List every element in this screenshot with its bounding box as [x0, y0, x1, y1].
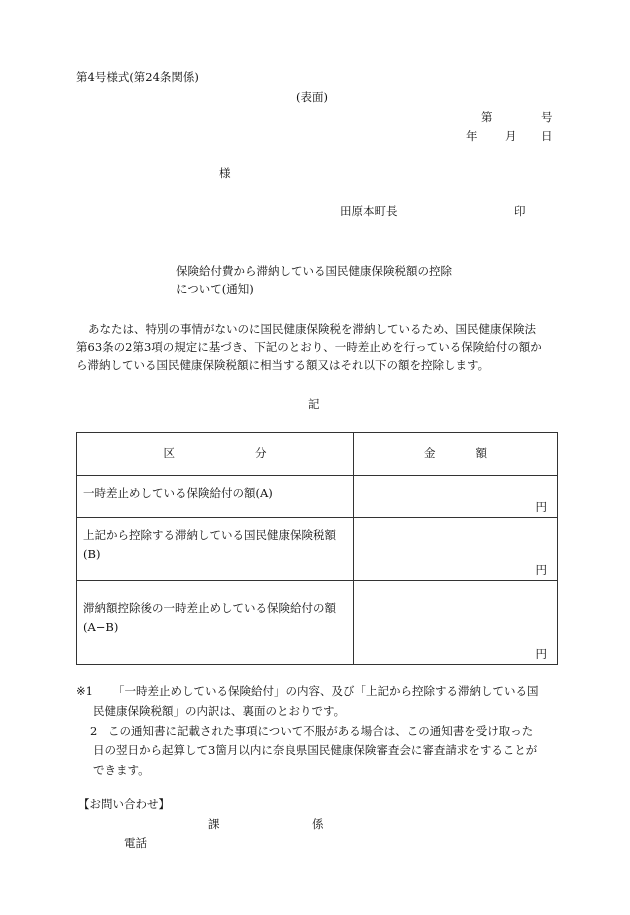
- addressee-honorific: 様: [219, 166, 231, 180]
- note-1-line-2: 民健康保険税額」の内訳は、裏面のとおりです。: [93, 704, 346, 718]
- doc-number-prefix: 第: [481, 110, 493, 124]
- issuer-seal: 印: [514, 204, 526, 218]
- header-amount-char-2: 額: [475, 446, 487, 461]
- header-amount-char-1: 金: [424, 446, 436, 461]
- row-label-a: [77, 476, 354, 518]
- row-a-label: 一時差止めしている保険給付の額(A): [83, 486, 273, 500]
- contact-phone-label: 電話: [124, 836, 147, 850]
- note-2-line-3: できます。: [93, 763, 150, 777]
- yen-unit: 円: [535, 499, 547, 514]
- header-category: [77, 433, 354, 476]
- date-year: 年: [466, 129, 478, 143]
- body-line-1: あなたは、特別の事情がないのに国民健康保険税を滞納しているため、国民健康保険法: [88, 322, 537, 336]
- header-amount: [354, 433, 558, 476]
- row-b-code: (B): [83, 547, 101, 561]
- note-1-mark: ※1: [76, 684, 93, 698]
- contact-unit: 係: [312, 817, 324, 831]
- note-2-line-1: この通知書に記載された事項について不服がある場合は、この通知書を受け取った: [108, 724, 534, 738]
- table-header-row: [77, 433, 558, 476]
- amounts-table: [76, 432, 558, 665]
- subject-line-2: について(通知): [176, 282, 254, 296]
- table-row: [77, 476, 558, 518]
- row-c-code: (A−B): [83, 620, 119, 634]
- yen-unit: 円: [535, 562, 547, 577]
- row-c-label: 滞納額控除後の一時差止めしている保険給付の額: [83, 601, 336, 615]
- contact-section: 課: [208, 817, 220, 831]
- form-number: 第4号様式(第24条関係): [76, 70, 199, 84]
- body-line-2: 第63条の2第3項の規定に基づき、下記のとおり、一時差止めを行っている保険給付の額か: [76, 340, 542, 354]
- amount-field-c[interactable]: [354, 581, 558, 665]
- note-1-line-1: 「一時差止めしている保険給付」の内容、及び「上記から控除する滞納している国: [113, 684, 539, 698]
- table-row: [77, 581, 558, 665]
- row-b-label: 上記から控除する滞納している国民健康保険税額: [83, 528, 336, 542]
- body-line-3: ら滞納している国民健康保険税額に相当する額又はそれ以下の額を控除します。: [76, 358, 490, 372]
- page-side-label: (表面): [296, 90, 328, 104]
- yen-unit: 円: [535, 646, 547, 661]
- note-2-line-2: 日の翌日から起算して3箇月以内に奈良県国民健康保険審査会に審査請求をすることが: [93, 743, 538, 757]
- date-month: 月: [505, 129, 517, 143]
- contact-heading: 【お問い合わせ】: [78, 797, 170, 811]
- subject-line-1: 保険給付費から滞納している国民健康保険税額の控除: [176, 264, 452, 278]
- row-label-c: [77, 581, 354, 665]
- doc-number-suffix: 号: [541, 110, 553, 124]
- date-day: 日: [541, 129, 553, 143]
- row-label-b: [77, 518, 354, 581]
- header-category-char-1: 区: [163, 446, 175, 461]
- note-2-mark: 2: [90, 724, 98, 738]
- ki-heading: 記: [308, 397, 320, 411]
- issuer-name: 田原本町長: [340, 204, 398, 218]
- header-category-char-2: 分: [255, 446, 267, 461]
- amount-field-b[interactable]: [354, 518, 558, 581]
- table-row: [77, 518, 558, 581]
- amount-field-a[interactable]: [354, 476, 558, 518]
